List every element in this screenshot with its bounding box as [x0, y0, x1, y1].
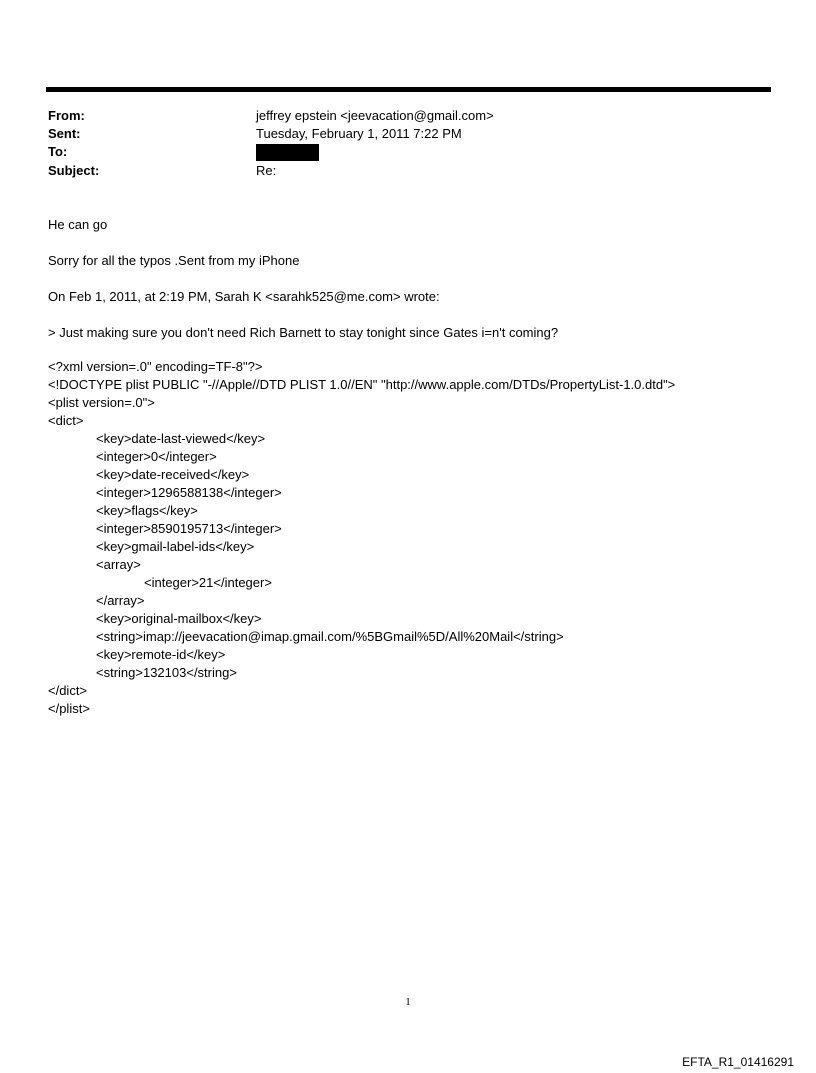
signature-text: Sorry for all the typos .Sent from my iPhone: [48, 253, 300, 268]
plist-line: <key>date-received</key>: [96, 467, 250, 482]
plist-block: [48, 358, 768, 718]
plist-line: <integer>21</integer>: [144, 575, 272, 590]
from-row: [48, 107, 768, 125]
plist-line: <!DOCTYPE plist PUBLIC "-//Apple//DTD PLIST 1.0//EN" "http://www.apple.com/DTDs/PropertyList-1.0.dtd">: [48, 377, 676, 392]
plist-line: <integer>1296588138</integer>: [96, 485, 282, 500]
reply-text: He can go: [48, 217, 108, 232]
plist-line: <string>132103</string>: [96, 665, 237, 680]
subject-row: [48, 162, 768, 180]
plist-line: <?xml version=.0" encoding=TF-8"?>: [48, 359, 263, 374]
plist-line: </array>: [96, 593, 145, 608]
plist-line: <key>remote-id</key>: [96, 647, 226, 662]
plist-line: <plist version=.0">: [48, 395, 155, 410]
header-divider-rule: [46, 87, 771, 92]
plist-line: </dict>: [48, 683, 88, 698]
subject-value: Re:: [256, 163, 277, 178]
plist-line: <integer>8590195713</integer>: [96, 521, 282, 536]
redaction-box: [256, 144, 319, 161]
plist-line: <integer>0</integer>: [96, 449, 217, 464]
plist-line: <string>imap://jeevacation@imap.gmail.com/%5BGmail%5D/All%20Mail</string>: [96, 629, 564, 644]
to-row: [48, 143, 768, 161]
quote-attribution: On Feb 1, 2011, at 2:19 PM, Sarah K <sarahk525@me.com> wrote:: [48, 289, 440, 304]
plist-line: <key>flags</key>: [96, 503, 198, 518]
page-number: 1: [405, 996, 411, 1008]
sent-row: [48, 125, 768, 143]
plist-line: <key>gmail-label-ids</key>: [96, 539, 255, 554]
from-label: From:: [48, 108, 85, 123]
plist-line: </plist>: [48, 701, 90, 716]
plist-line: <dict>: [48, 413, 84, 428]
sent-value: Tuesday, February 1, 2011 7:22 PM: [256, 126, 462, 141]
sent-label: Sent:: [48, 126, 81, 141]
from-value: jeffrey epstein <jeevacation@gmail.com>: [256, 108, 494, 123]
plist-line: <key>original-mailbox</key>: [96, 611, 262, 626]
bates-number: EFTA_R1_01416291: [682, 1055, 794, 1069]
plist-line: <array>: [96, 557, 141, 572]
plist-line: <key>date-last-viewed</key>: [96, 431, 266, 446]
subject-label: Subject:: [48, 163, 100, 178]
quoted-message: > Just making sure you don't need Rich Barnett to stay tonight since Gates i=n't coming?: [48, 325, 559, 340]
to-label: To:: [48, 144, 68, 159]
